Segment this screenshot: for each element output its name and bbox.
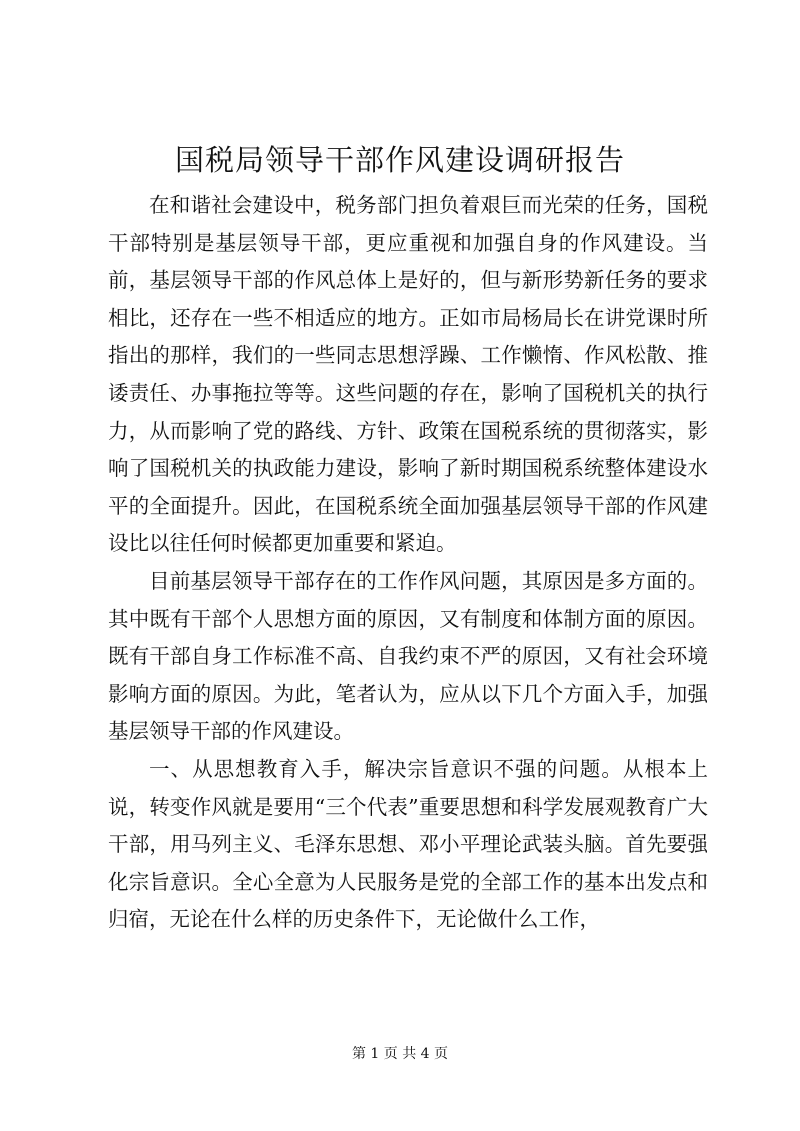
paragraph-1: 在和谐社会建设中，税务部门担负着艰巨而光荣的任务，国税干部特别是基层领导干部，更应重视和加强自身的作风建设。当前，基层领导干部的作风总体上是好的，但与新形势新任务的要求相比，还存在一些不相适应的地方。正如市局杨局长在讲党课时所指出的那样，我们的一些同志思想浮躁、工作懒惰、作风松散、推诿责任、办事拖拉等等。这些问题的存在，影响了国税机关的执行力，从而影响了党的路线、方针、政策在国税系统的贯彻落实，影响了国税机关的执政能力建设，影响了新时期国税系统整体建设水平的全面提升。因此，在国税系统全面加强基层领导干部的作风建设比以往任何时候都更加重要和紧迫。 <box>108 193 708 556</box>
paragraph-3: 一、从思想教育入手，解决宗旨意识不强的问题。从根本上说，转变作风就是要用“三个代表”重要思想和科学发展观教育广大干部，用马列主义、毛泽东思想、邓小平理论武装头脑。首先要强化宗旨意识。全心全意为人民服务是党的全部工作的基本出发点和归宿，无论在什么样的历史条件下，无论做什么工作， <box>108 756 708 932</box>
document-body <box>108 187 708 939</box>
page-footer: 第 1 页 共 4 页 <box>351 1046 449 1062</box>
document-title: 国税局领导干部作风建设调研报告 <box>174 143 625 177</box>
paragraph-2: 目前基层领导干部存在的工作作风问题，其原因是多方面的。其中既有干部个人思想方面的原因，又有制度和体制方面的原因。既有干部自身工作标准不高、自我约束不严的原因，又有社会环境影响方面的原因。为此，笔者认为，应从以下几个方面入手，加强基层领导干部的作风建设。 <box>108 568 708 744</box>
